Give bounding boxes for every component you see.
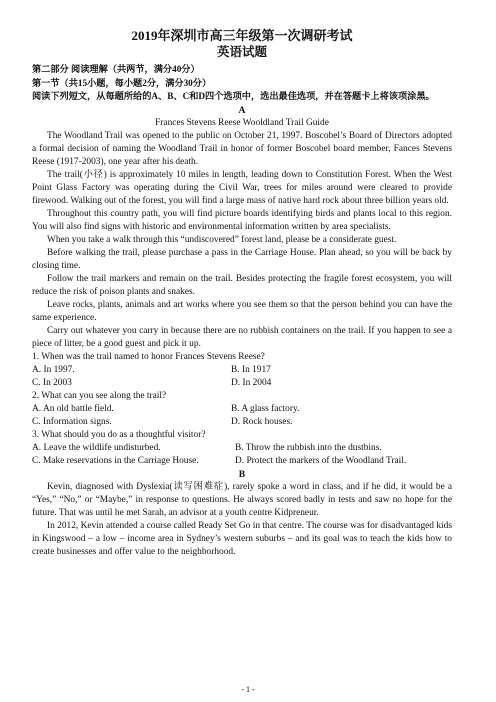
part-heading: 第二部分 阅读理解（共两节，满分40分） [32, 64, 200, 74]
passage-b-label: B [238, 468, 246, 480]
paragraph: Kevin, diagnosed with Dyslexia(读写困难症), rarely spoke a word in class, and if he did, it would be a “Yes,” “No,” or “Maybe,” in response to questions. He always scored badly in tests and saw no hope for the future. That was until he met Sarah, an advisor at a youth centre Kidpreneur. [32, 481, 452, 518]
passage-a-title: Frances Stevens Reese Wooldland Trail Guide [155, 117, 329, 128]
options-row [32, 364, 452, 377]
paragraph: The Woodland Trail was opened to the public on October 21, 1997. Boscobel’s Board of Directors adopted a formal decision of naming the Woodland Trail in honor of former Boscobel board member, Fances Stevens Reese (1917-2003), one year after his death. [32, 130, 452, 167]
option-d: D. Rock houses. [231, 416, 293, 427]
paragraph: Carry out whatever you carry in because there are no rubbish containers on the trail. If you happen to see a piece of litter, be a good guest and pick it up. [32, 325, 452, 349]
option-a: A. An old battle field. [32, 403, 114, 414]
option-c: C. In 2003 [32, 377, 72, 388]
options-row [32, 442, 452, 455]
page-number: - 1 - [241, 685, 255, 694]
passage-a-label: A [238, 104, 246, 116]
option-c: C. Information signs. [32, 416, 112, 427]
option-a: A. Leave the wildlife undisturbed. [32, 442, 161, 453]
exam-title: 2019年深圳市高三年级第一次调研考试 [131, 28, 353, 43]
instruction-text: 阅读下列短文，从每题所给的A、B、C和D四个选项中，选出最佳选项，并在答题卡上将该项涂黑。 [32, 91, 435, 101]
question-stem: 3. What should you do as a thoughtful visitor? [32, 429, 206, 440]
paragraph: Follow the trail markers and remain on the trail. Besides protecting the fragile forest ecosystem, you will reduce the risk of poison plants and snakes. [32, 273, 452, 297]
question-3 [32, 429, 452, 468]
option-d: D. Protect the markers of the Woodland Trail. [235, 455, 407, 466]
paragraph: Throughout this country path, you will find picture boards identifying birds and plants local to this region. You will also find signs with historic and environmental information written by area specialists. [32, 208, 452, 232]
paragraph: Before walking the trail, please purchase a pass in the Carriage House. Plan ahead, so you will be back by closing time. [32, 247, 452, 271]
option-b: B. In 1917 [231, 364, 271, 375]
options-row [32, 377, 452, 390]
option-b: B. A glass factory. [231, 403, 300, 414]
option-b: B. Throw the rubbish into the dustbins. [235, 442, 382, 453]
question-stem: 2. What can you see along the trail? [32, 390, 167, 401]
option-d: D. In 2004 [231, 377, 272, 388]
paragraph: When you take a walk through this “undiscovered” forest land, please be a considerate guest. [47, 234, 397, 245]
paragraph: The trail(小径) is approximately 10 miles in length, leading down to Constitution Forest. When the West Point Glass Factory was operating during the Civil War, trees for miles around were cleared to provide firewood. Walking out of the forest, you will find a large mass of native hard rock about three billion years old. [32, 169, 452, 206]
paragraph: Leave rocks, plants, animals and art works where you see them so that the person behind you can have the same experience. [32, 299, 452, 323]
exam-subtitle: 英语试题 [216, 45, 267, 59]
options-row [32, 416, 452, 429]
section-heading: 第一节（共15小题，每小题2分，满分30分） [32, 77, 212, 88]
options-row [32, 455, 452, 468]
option-a: A. In 1997. [32, 364, 75, 375]
question-1 [32, 351, 452, 390]
paragraph: In 2012, Kevin attended a course called Ready Set Go in that centre. The course was for disadvantaged kids in Kingswood – a low – income area in Sydney’s western suburbs – and its goal was to teach the kids how to create businesses and offer value to the neighborhood. [32, 520, 452, 557]
option-c: C. Make reservations in the Carriage House. [32, 455, 199, 466]
options-row [32, 403, 452, 416]
question-stem: 1. When was the trail named to honor Frances Stevens Reese? [32, 351, 265, 362]
question-2 [32, 390, 452, 429]
